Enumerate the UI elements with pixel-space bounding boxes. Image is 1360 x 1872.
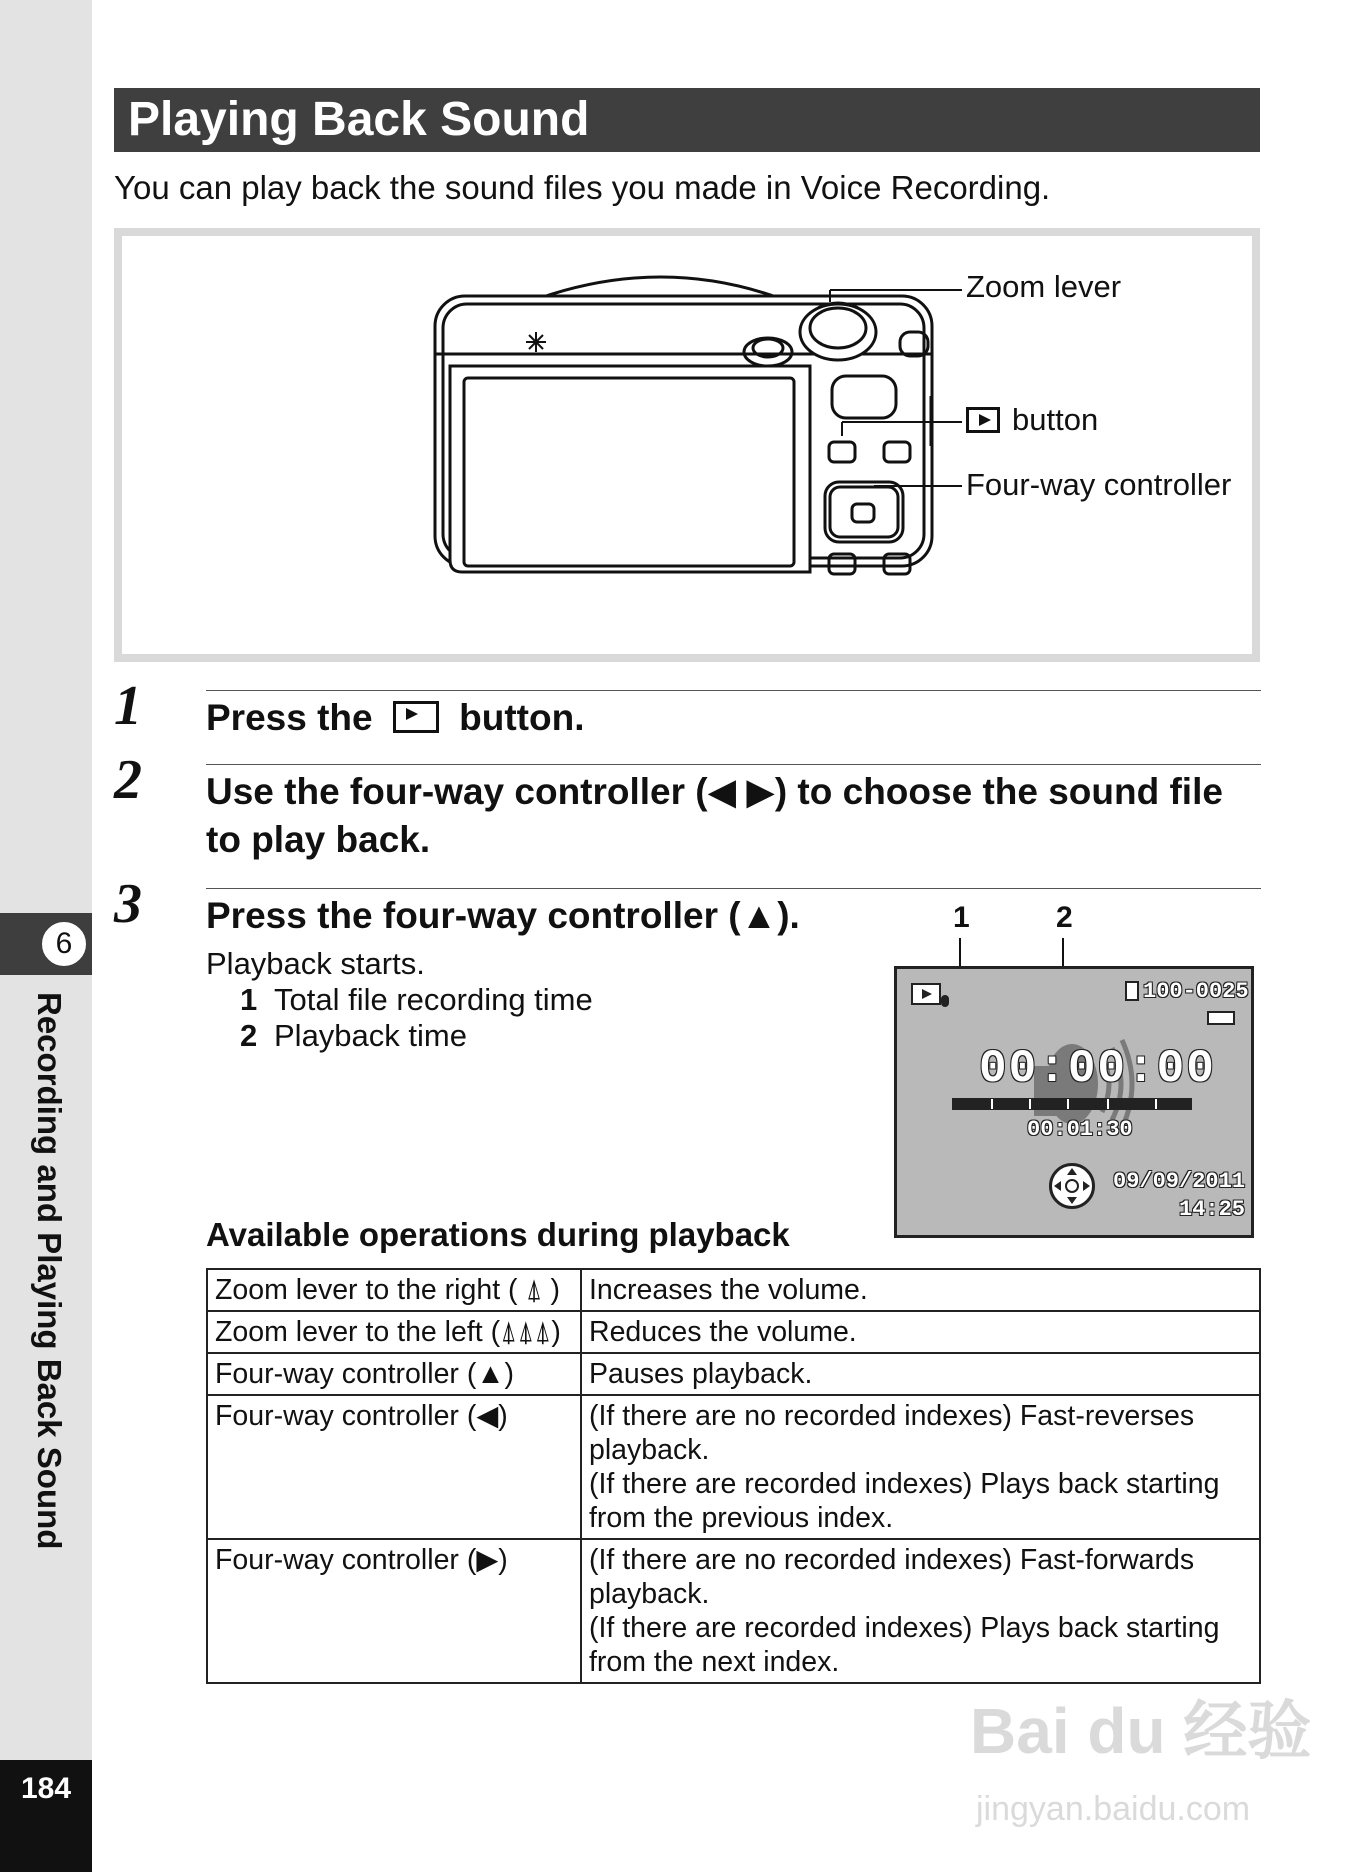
- action-cell: [581, 1395, 1260, 1539]
- legend-label: Total file recording time: [274, 982, 593, 1017]
- action-cell: Pauses playback.: [581, 1353, 1260, 1395]
- callout-play-button: [966, 402, 1098, 438]
- action-line: (If there are no recorded indexes) Fast-forwards playback.: [589, 1544, 1195, 1610]
- page-number: 184: [20, 1772, 72, 1805]
- watermark-url: jingyan.baidu.com: [976, 1790, 1251, 1828]
- screen-marker-1: 1: [953, 901, 970, 934]
- operations-table: [206, 1268, 1261, 1684]
- action-cell: Reduces the volume.: [581, 1311, 1260, 1353]
- table-row: [207, 1395, 1260, 1539]
- playback-icon: [393, 701, 439, 733]
- screen-marker-2: 2: [1056, 901, 1073, 934]
- operations-heading: Available operations during playback: [206, 1216, 790, 1253]
- playback-icon: [966, 407, 1000, 433]
- control-cell: Zoom lever to the right ( ⍋ ): [207, 1269, 581, 1311]
- screen-time: 14:25: [1179, 1197, 1246, 1222]
- step-1-rule: [206, 690, 1261, 691]
- table-row: [207, 1269, 1260, 1311]
- screen-total-time: 00:01:30: [1027, 1117, 1133, 1142]
- step-2-text: Use the four-way controller (◀ ▶) to choose the sound file to play back.: [206, 771, 1223, 860]
- screen-file-number: 100-0025: [1143, 979, 1249, 1004]
- screen-date: 09/09/2011: [1113, 1169, 1246, 1194]
- legend-number: 2: [240, 1018, 258, 1053]
- step-1-post: button.: [459, 697, 585, 738]
- control-cell: Zoom lever to the left (⍋⍋⍋): [207, 1311, 581, 1353]
- step-2-rule: [206, 764, 1261, 765]
- camera-figure: [114, 228, 1260, 662]
- legend-item: [240, 1018, 467, 1054]
- callout-four-way: Four-way controller: [966, 467, 1232, 502]
- action-line: (If there are no recorded indexes) Fast-reverses playback.: [589, 1400, 1195, 1466]
- intro-text: You can play back the sound files you made in Voice Recording.: [114, 169, 1051, 206]
- step-2-number: 2: [114, 749, 142, 811]
- action-cell: Increases the volume.: [581, 1269, 1260, 1311]
- legend-item: [240, 982, 593, 1018]
- table-row: [207, 1311, 1260, 1353]
- step-1-text: [206, 694, 584, 742]
- action-cell: [581, 1539, 1260, 1683]
- chapter-number: 6: [40, 920, 88, 968]
- screen-playback-time: 00:00:00: [979, 1043, 1216, 1095]
- action-line: (If there are recorded indexes) Plays back starting from the previous index.: [589, 1468, 1220, 1534]
- callout-play-label: button: [1012, 402, 1099, 437]
- step-3-rule: [206, 888, 1261, 889]
- control-cell: Four-way controller (◀): [207, 1395, 581, 1539]
- control-cell: Four-way controller (▲): [207, 1353, 581, 1395]
- step-3-description: Playback starts.: [206, 946, 425, 981]
- playback-screen: [894, 966, 1254, 1238]
- step-3-number: 3: [114, 873, 142, 935]
- page-title: Playing Back Sound: [128, 93, 590, 146]
- table-row: [207, 1353, 1260, 1395]
- step-3-text: Press the four-way controller (▲).: [206, 895, 800, 936]
- control-cell: Four-way controller (▶): [207, 1539, 581, 1683]
- table-row: [207, 1539, 1260, 1683]
- watermark-logo: Bai du 经验: [970, 1695, 1312, 1767]
- action-line: (If there are recorded indexes) Plays back starting from the next index.: [589, 1612, 1220, 1678]
- step-1-pre: Press the: [206, 697, 373, 738]
- legend-number: 1: [240, 982, 258, 1017]
- step-1-number: 1: [114, 675, 142, 737]
- four-way-controller-icon: [1049, 1163, 1095, 1209]
- callout-zoom-lever: Zoom lever: [966, 269, 1122, 304]
- chapter-title: Recording and Playing Back Sound: [31, 992, 68, 1550]
- legend-label: Playback time: [274, 1018, 467, 1053]
